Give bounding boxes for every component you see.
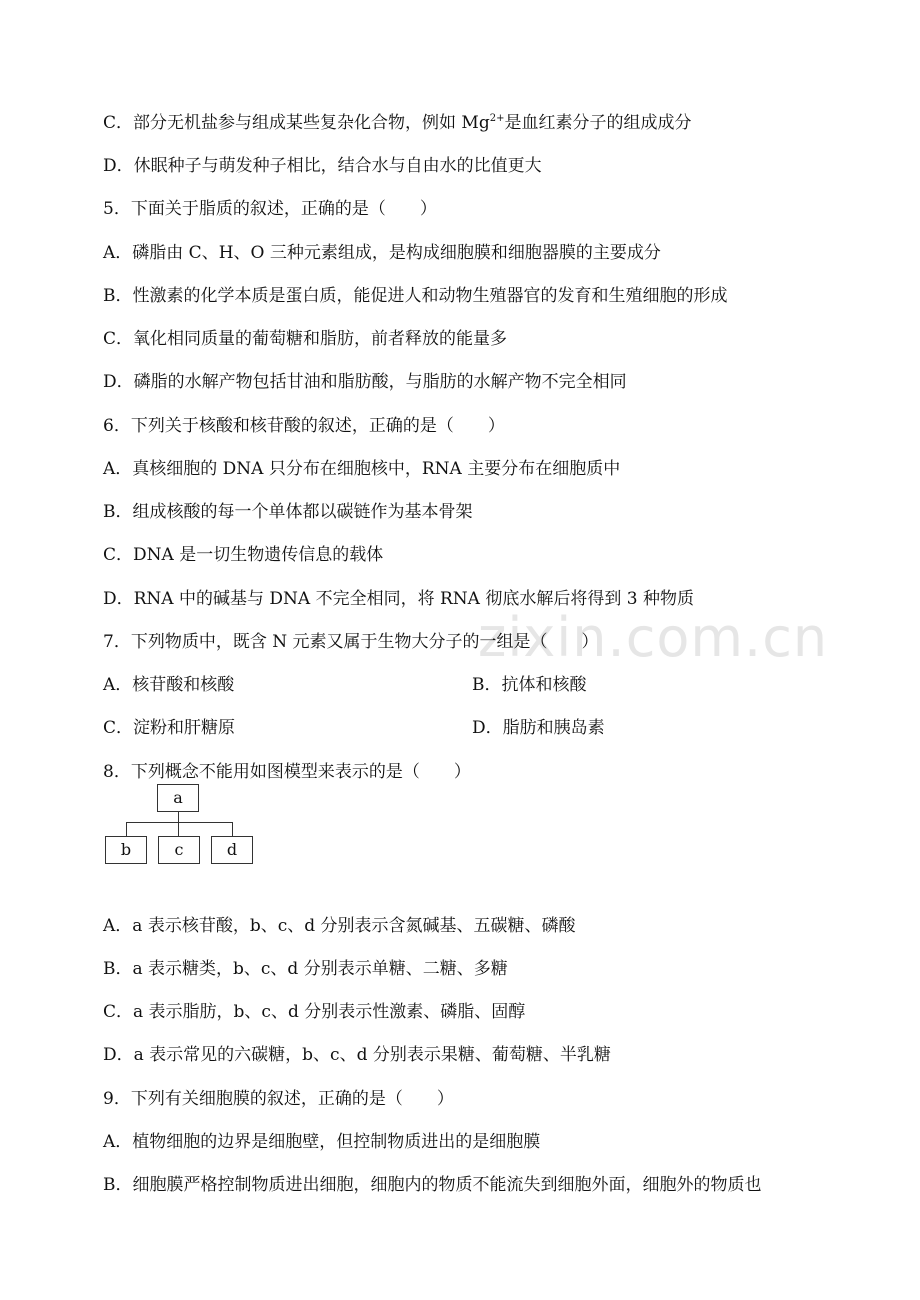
diagram-node-b: b (105, 836, 147, 864)
q5-option-a: A．磷脂由 C、H、O 三种元素组成，是构成细胞膜和细胞器膜的主要成分 (103, 243, 661, 263)
diagram-node-c: c (158, 836, 200, 864)
diagram-connector (126, 822, 127, 836)
q8-option-a: A．a 表示核苷酸，b、c、d 分别表示含氮碱基、五碳糖、磷酸 (103, 916, 576, 936)
q9-option-b: B．细胞膜严格控制物质进出细胞，细胞内的物质不能流失到细胞外面，细胞外的物质也 (103, 1175, 762, 1195)
q4-option-d: D．休眠种子与萌发种子相比，结合水与自由水的比值更大 (103, 156, 542, 176)
q6-option-c: C．DNA 是一切生物遗传信息的载体 (103, 545, 384, 565)
diagram-node-d: d (211, 836, 253, 864)
q8-stem: 8．下列概念不能用如图模型来表示的是（ ） (103, 762, 471, 782)
diagram-connector (178, 822, 179, 836)
q5-option-b: B．性激素的化学本质是蛋白质，能促进人和动物生殖器官的发育和生殖细胞的形成 (103, 286, 728, 306)
diagram-connector (178, 812, 179, 822)
q5-stem: 5．下面关于脂质的叙述，正确的是（ ） (103, 199, 437, 219)
diagram-connector (232, 822, 233, 836)
q9-stem: 9．下列有关细胞膜的叙述，正确的是（ ） (103, 1089, 454, 1109)
q5-option-d: D．磷脂的水解产物包括甘油和脂肪酸，与脂肪的水解产物不完全相同 (103, 372, 627, 392)
q6-stem: 6．下列关于核酸和核苷酸的叙述，正确的是（ ） (103, 416, 505, 436)
q7-option-a: A．核苷酸和核酸 (103, 675, 235, 695)
q7-option-b: B．抗体和核酸 (472, 675, 587, 695)
q5-option-c: C．氧化相同质量的葡萄糖和脂肪，前者释放的能量多 (103, 329, 508, 349)
q6-option-d: D．RNA 中的碱基与 DNA 不完全相同，将 RNA 彻底水解后将得到 3 种物质 (103, 589, 694, 609)
watermark: zixin.com.cn (478, 606, 829, 669)
q7-option-d: D．脂肪和胰岛素 (472, 718, 605, 738)
q6-option-a: A．真核细胞的 DNA 只分布在细胞核中，RNA 主要分布在细胞质中 (103, 459, 621, 479)
q7-stem: 7．下列物质中，既含 N 元素又属于生物大分子的一组是（ ） (103, 632, 599, 652)
q9-option-a: A．植物细胞的边界是细胞壁，但控制物质进出的是细胞膜 (103, 1132, 541, 1152)
q8-option-c: C．a 表示脂肪，b、c、d 分别表示性激素、磷脂、固醇 (103, 1002, 526, 1022)
diagram-node-a: a (157, 784, 199, 812)
diagram-connector (126, 822, 232, 823)
q8-option-b: B．a 表示糖类，b、c、d 分别表示单糖、二糖、多糖 (103, 959, 508, 979)
q4-option-c: C．部分无机盐参与组成某些复杂化合物，例如 $Mg^{2+}$是血红素分子的组成成分 (103, 113, 692, 133)
q7-option-c: C．淀粉和肝糖原 (103, 718, 236, 738)
q8-option-d: D．a 表示常见的六碳糖，b、c、d 分别表示果糖、葡萄糖、半乳糖 (103, 1045, 611, 1065)
q6-option-b: B．组成核酸的每一个单体都以碳链作为基本骨架 (103, 502, 473, 522)
